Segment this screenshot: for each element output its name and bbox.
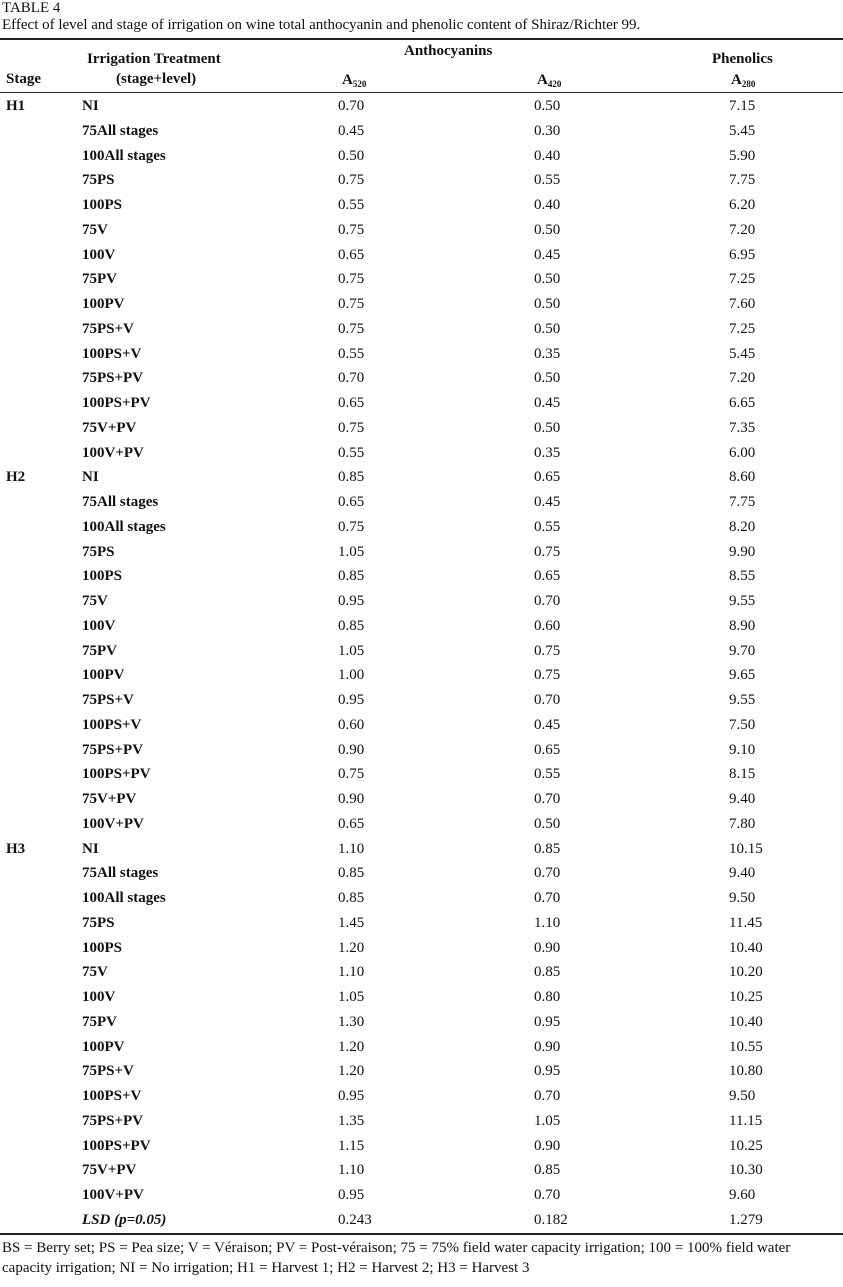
header-stage: Stage xyxy=(6,71,41,87)
lsd-phenolics: 1.279 xyxy=(729,1211,763,1228)
lsd-a420: 0.182 xyxy=(534,1211,568,1228)
a420-cell: 0.90 xyxy=(534,939,561,956)
table-row xyxy=(0,1085,843,1110)
table-row xyxy=(0,145,843,170)
header-a520-sub: 520 xyxy=(352,79,367,89)
header-a280 xyxy=(731,71,755,93)
a520-cell: 1.05 xyxy=(338,543,365,560)
a520-cell: 0.55 xyxy=(338,197,365,213)
treatment-cell: 75PV xyxy=(82,1013,117,1030)
a520-cell: 0.95 xyxy=(338,593,365,609)
phenolics-cell: 7.15 xyxy=(729,98,756,114)
a520-cell: 0.55 xyxy=(338,345,365,362)
phenolics-cell: 8.20 xyxy=(729,518,756,535)
treatment-cell: 75PS+V xyxy=(82,1063,134,1080)
a420-cell: 0.50 xyxy=(534,370,561,387)
a520-cell: 1.10 xyxy=(338,964,365,981)
phenolics-cell: 9.40 xyxy=(729,791,756,807)
top-rule xyxy=(0,38,843,40)
treatment-cell: 100All stages xyxy=(82,147,166,164)
a520-cell: 1.20 xyxy=(338,1038,365,1055)
a420-cell: 0.40 xyxy=(534,197,561,213)
treatment-cell: 75PS xyxy=(82,914,115,931)
bottom-rule xyxy=(0,1233,843,1235)
table-row xyxy=(0,838,843,863)
a520-cell: 1.35 xyxy=(338,1112,365,1129)
treatment-cell: 100All stages xyxy=(82,890,166,906)
phenolics-cell: 10.30 xyxy=(729,1162,763,1179)
a420-cell: 0.45 xyxy=(534,716,561,733)
phenolics-cell: 10.25 xyxy=(729,1137,763,1154)
table-row xyxy=(0,640,843,665)
a420-cell: 0.45 xyxy=(534,494,561,510)
phenolics-cell: 7.20 xyxy=(729,221,756,238)
a420-cell: 0.70 xyxy=(534,890,561,906)
a520-cell: 1.10 xyxy=(338,840,365,857)
a420-cell: 0.50 xyxy=(534,98,561,114)
phenolics-cell: 10.40 xyxy=(729,939,763,956)
table-row xyxy=(0,541,843,566)
table-row xyxy=(0,343,843,368)
a520-cell: 1.45 xyxy=(338,914,365,931)
table-footnote: BS = Berry set; PS = Pea size; V = Véraison; PV = Post-véraison; 75 = 75% field water capacity irrigation; 100 = 100% field water capacity irrigation; NI = No irrigation; H1 = Harvest 1; H2 = Harvest 2; H3 = Harvest 3 xyxy=(2,1240,791,1276)
treatment-cell: 100V+PV xyxy=(82,815,144,832)
treatment-cell: NI xyxy=(82,840,99,857)
treatment-cell: 100V+PV xyxy=(82,444,144,461)
treatment-cell: 75All stages xyxy=(82,865,159,882)
treatment-cell: 75PS+PV xyxy=(82,1112,144,1129)
treatment-cell: 75PS+PV xyxy=(82,741,144,758)
table-row xyxy=(0,937,843,962)
a420-cell: 1.05 xyxy=(534,1112,561,1129)
table-row xyxy=(0,318,843,343)
table-row xyxy=(0,862,843,887)
phenolics-cell: 5.45 xyxy=(729,122,756,139)
table-row xyxy=(0,986,843,1011)
phenolics-cell: 10.20 xyxy=(729,964,763,981)
table-row xyxy=(0,1184,843,1209)
table-row xyxy=(0,219,843,244)
phenolics-cell: 9.50 xyxy=(729,890,756,906)
a420-cell: 1.10 xyxy=(534,914,561,931)
phenolics-cell: 6.95 xyxy=(729,246,756,263)
treatment-cell: 100PS+PV xyxy=(82,1137,151,1154)
treatment-cell: 75PV xyxy=(82,271,117,288)
a420-cell: 0.90 xyxy=(534,1038,561,1055)
a520-cell: 0.70 xyxy=(338,370,365,387)
a420-cell: 0.90 xyxy=(534,1137,561,1154)
stage-cell: H3 xyxy=(6,840,26,857)
a420-cell: 0.40 xyxy=(534,147,561,164)
a520-cell: 0.85 xyxy=(338,469,365,486)
a420-cell: 0.50 xyxy=(534,296,561,312)
a520-cell: 1.10 xyxy=(338,1162,365,1179)
treatment-cell: 75V xyxy=(82,593,108,609)
a420-cell: 0.70 xyxy=(534,1187,561,1203)
a420-cell: 0.85 xyxy=(534,1162,561,1179)
treatment-cell: 100All stages xyxy=(82,518,166,535)
a520-cell: 0.65 xyxy=(338,395,365,411)
table-row xyxy=(0,95,843,120)
header-a280-main: A xyxy=(731,72,742,88)
header-treatment-line2: (stage+level) xyxy=(116,71,197,87)
a420-cell: 0.85 xyxy=(534,840,561,857)
a520-cell: 0.45 xyxy=(338,122,365,139)
a420-cell: 0.45 xyxy=(534,246,561,263)
phenolics-cell: 8.60 xyxy=(729,469,756,486)
phenolics-cell: 7.80 xyxy=(729,815,756,832)
phenolics-cell: 7.50 xyxy=(729,716,756,733)
phenolics-cell: 7.25 xyxy=(729,320,756,337)
header-a280-sub: 280 xyxy=(741,79,756,89)
table-row xyxy=(0,367,843,392)
treatment-cell: 100PS xyxy=(82,939,123,956)
phenolics-cell: 11.45 xyxy=(729,914,763,931)
table-row xyxy=(0,1060,843,1085)
a420-cell: 0.50 xyxy=(534,320,561,337)
a520-cell: 0.65 xyxy=(338,494,365,510)
header-phenolics: Phenolics xyxy=(712,51,773,67)
treatment-cell: 75V xyxy=(82,221,108,238)
treatment-cell: 75PS+PV xyxy=(82,370,144,387)
treatment-cell: 100V xyxy=(82,989,116,1005)
stage-cell: H1 xyxy=(6,98,26,114)
treatment-cell: NI xyxy=(82,469,99,486)
table-row xyxy=(0,466,843,491)
table-row xyxy=(0,1135,843,1160)
table-row xyxy=(0,244,843,269)
phenolics-cell: 7.60 xyxy=(729,296,756,312)
a420-cell: 0.85 xyxy=(534,964,561,981)
treatment-cell: 100PV xyxy=(82,296,125,312)
a420-cell: 0.75 xyxy=(534,642,561,659)
table-row xyxy=(0,689,843,714)
a520-cell: 0.75 xyxy=(338,320,365,337)
table-row xyxy=(0,268,843,293)
a420-cell: 0.50 xyxy=(534,419,561,436)
phenolics-cell: 10.15 xyxy=(729,840,763,857)
a520-cell: 0.85 xyxy=(338,865,365,882)
phenolics-cell: 7.75 xyxy=(729,494,756,510)
table-title: Effect of level and stage of irrigation on wine total anthocyanin and phenolic content of Shiraz/Richter 99. xyxy=(2,17,641,33)
a420-cell: 0.95 xyxy=(534,1013,561,1030)
a420-cell: 0.75 xyxy=(534,543,561,560)
a520-cell: 0.75 xyxy=(338,419,365,436)
a420-cell: 0.70 xyxy=(534,692,561,708)
table-row xyxy=(0,664,843,689)
a520-cell: 0.85 xyxy=(338,890,365,906)
table-row xyxy=(0,813,843,838)
a520-cell: 1.05 xyxy=(338,989,365,1005)
phenolics-cell: 10.80 xyxy=(729,1063,763,1080)
treatment-cell: 75All stages xyxy=(82,494,159,510)
table-row xyxy=(0,1110,843,1135)
table-row xyxy=(0,714,843,739)
phenolics-cell: 11.15 xyxy=(729,1112,763,1129)
a420-cell: 0.35 xyxy=(534,444,561,461)
phenolics-cell: 7.75 xyxy=(729,172,756,189)
a520-cell: 0.65 xyxy=(338,246,365,263)
a520-cell: 0.55 xyxy=(338,444,365,461)
table-row xyxy=(0,590,843,615)
phenolics-cell: 7.25 xyxy=(729,271,756,288)
a520-cell: 0.50 xyxy=(338,147,365,164)
table-row xyxy=(0,1011,843,1036)
a420-cell: 0.30 xyxy=(534,122,561,139)
phenolics-cell: 8.15 xyxy=(729,766,756,783)
phenolics-cell: 9.50 xyxy=(729,1088,756,1104)
table-row xyxy=(0,1159,843,1184)
phenolics-cell: 5.45 xyxy=(729,345,756,362)
a420-cell: 0.45 xyxy=(534,395,561,411)
treatment-cell: 75V+PV xyxy=(82,419,137,436)
a520-cell: 0.70 xyxy=(338,98,365,114)
header-a520-main: A xyxy=(342,72,353,88)
phenolics-cell: 9.90 xyxy=(729,543,756,560)
a420-cell: 0.55 xyxy=(534,172,561,189)
a520-cell: 1.00 xyxy=(338,667,365,684)
table-row xyxy=(0,392,843,417)
phenolics-cell: 9.55 xyxy=(729,593,756,609)
table-row xyxy=(0,565,843,590)
a420-cell: 0.55 xyxy=(534,766,561,783)
phenolics-cell: 10.55 xyxy=(729,1038,763,1055)
treatment-cell: 100PS+V xyxy=(82,1088,142,1104)
phenolics-cell: 7.35 xyxy=(729,419,756,436)
treatment-cell: 75V+PV xyxy=(82,791,137,807)
treatment-cell: 100PS+V xyxy=(82,345,142,362)
treatment-cell: 75All stages xyxy=(82,122,159,139)
table-label: TABLE 4 xyxy=(2,0,61,16)
phenolics-cell: 7.20 xyxy=(729,370,756,387)
a520-cell: 0.85 xyxy=(338,617,365,634)
a520-cell: 1.20 xyxy=(338,939,365,956)
table-row xyxy=(0,763,843,788)
a520-cell: 0.60 xyxy=(338,716,365,733)
treatment-cell: 100PV xyxy=(82,1038,125,1055)
phenolics-cell: 9.55 xyxy=(729,692,756,708)
table-row xyxy=(0,788,843,813)
a420-cell: 0.65 xyxy=(534,469,561,486)
treatment-cell: 75PS xyxy=(82,172,115,189)
a520-cell: 0.95 xyxy=(338,1187,365,1203)
a520-cell: 1.15 xyxy=(338,1137,365,1154)
table-row xyxy=(0,1036,843,1061)
phenolics-cell: 9.65 xyxy=(729,667,756,684)
table-row xyxy=(0,442,843,467)
a520-cell: 1.20 xyxy=(338,1063,365,1080)
header-rule xyxy=(0,92,843,93)
treatment-cell: 75PS+V xyxy=(82,692,134,708)
table-row xyxy=(0,516,843,541)
a520-cell: 0.75 xyxy=(338,172,365,189)
lsd-row xyxy=(0,1209,843,1234)
table-row xyxy=(0,491,843,516)
lsd-a520: 0.243 xyxy=(338,1211,372,1228)
a420-cell: 0.55 xyxy=(534,518,561,535)
table-row xyxy=(0,120,843,145)
a520-cell: 0.75 xyxy=(338,271,365,288)
phenolics-cell: 5.90 xyxy=(729,147,756,164)
a420-cell: 0.65 xyxy=(534,741,561,758)
treatment-cell: 100PS xyxy=(82,197,123,213)
header-anthocyanins: Anthocyanins xyxy=(404,43,493,59)
a420-cell: 0.75 xyxy=(534,667,561,684)
phenolics-cell: 9.70 xyxy=(729,642,756,659)
a520-cell: 0.75 xyxy=(338,518,365,535)
a420-cell: 0.35 xyxy=(534,345,561,362)
header-a420-main: A xyxy=(537,72,548,88)
treatment-cell: 100PV xyxy=(82,667,125,684)
treatment-cell: 100V xyxy=(82,617,116,634)
a520-cell: 1.30 xyxy=(338,1013,365,1030)
header-treatment-line1: Irrigation Treatment xyxy=(87,51,221,67)
table-row xyxy=(0,417,843,442)
phenolics-cell: 9.60 xyxy=(729,1187,756,1203)
table-row xyxy=(0,739,843,764)
table-row xyxy=(0,194,843,219)
treatment-cell: 75PV xyxy=(82,642,117,659)
table-row xyxy=(0,615,843,640)
treatment-cell: 100PS+V xyxy=(82,716,142,733)
table-row xyxy=(0,961,843,986)
treatment-cell: 100V+PV xyxy=(82,1187,144,1203)
treatment-cell: 75V xyxy=(82,964,108,981)
a520-cell: 0.75 xyxy=(338,766,365,783)
phenolics-cell: 10.40 xyxy=(729,1013,763,1030)
phenolics-cell: 8.55 xyxy=(729,568,756,585)
a420-cell: 0.50 xyxy=(534,271,561,288)
table-row xyxy=(0,887,843,912)
a520-cell: 0.85 xyxy=(338,568,365,585)
treatment-cell: 75PS+V xyxy=(82,320,134,337)
stage-cell: H2 xyxy=(6,469,26,486)
phenolics-cell: 9.40 xyxy=(729,865,756,882)
treatment-cell: 100V xyxy=(82,246,116,263)
lsd-label: LSD (p=0.05) xyxy=(82,1211,167,1228)
a420-cell: 0.50 xyxy=(534,815,561,832)
treatment-cell: 100PS xyxy=(82,568,123,585)
a420-cell: 0.80 xyxy=(534,989,561,1005)
a420-cell: 0.70 xyxy=(534,1088,561,1104)
treatment-cell: NI xyxy=(82,98,99,114)
a420-cell: 0.70 xyxy=(534,593,561,609)
a420-cell: 0.70 xyxy=(534,865,561,882)
a520-cell: 0.75 xyxy=(338,221,365,238)
a520-cell: 0.75 xyxy=(338,296,365,312)
treatment-cell: 75V+PV xyxy=(82,1162,137,1179)
table-row xyxy=(0,169,843,194)
a420-cell: 0.50 xyxy=(534,221,561,238)
phenolics-cell: 6.00 xyxy=(729,444,756,461)
phenolics-cell: 10.25 xyxy=(729,989,763,1005)
a520-cell: 0.95 xyxy=(338,1088,365,1104)
treatment-cell: 100PS+PV xyxy=(82,766,151,783)
phenolics-cell: 6.65 xyxy=(729,395,756,411)
a520-cell: 0.95 xyxy=(338,692,365,708)
table-row xyxy=(0,293,843,318)
header-a420-sub: 420 xyxy=(547,79,562,89)
treatment-cell: 100PS+PV xyxy=(82,395,151,411)
a520-cell: 1.05 xyxy=(338,642,365,659)
a420-cell: 0.60 xyxy=(534,617,561,634)
a420-cell: 0.65 xyxy=(534,568,561,585)
table-row xyxy=(0,912,843,937)
table-caption xyxy=(2,0,640,34)
a520-cell: 0.90 xyxy=(338,741,365,758)
a520-cell: 0.65 xyxy=(338,815,365,832)
phenolics-cell: 8.90 xyxy=(729,617,756,634)
a520-cell: 0.90 xyxy=(338,791,365,807)
header-a420 xyxy=(537,71,561,93)
a420-cell: 0.70 xyxy=(534,791,561,807)
phenolics-cell: 6.20 xyxy=(729,197,756,213)
phenolics-cell: 9.10 xyxy=(729,741,756,758)
treatment-cell: 75PS xyxy=(82,543,115,560)
header-a520 xyxy=(342,71,366,93)
a420-cell: 0.95 xyxy=(534,1063,561,1080)
